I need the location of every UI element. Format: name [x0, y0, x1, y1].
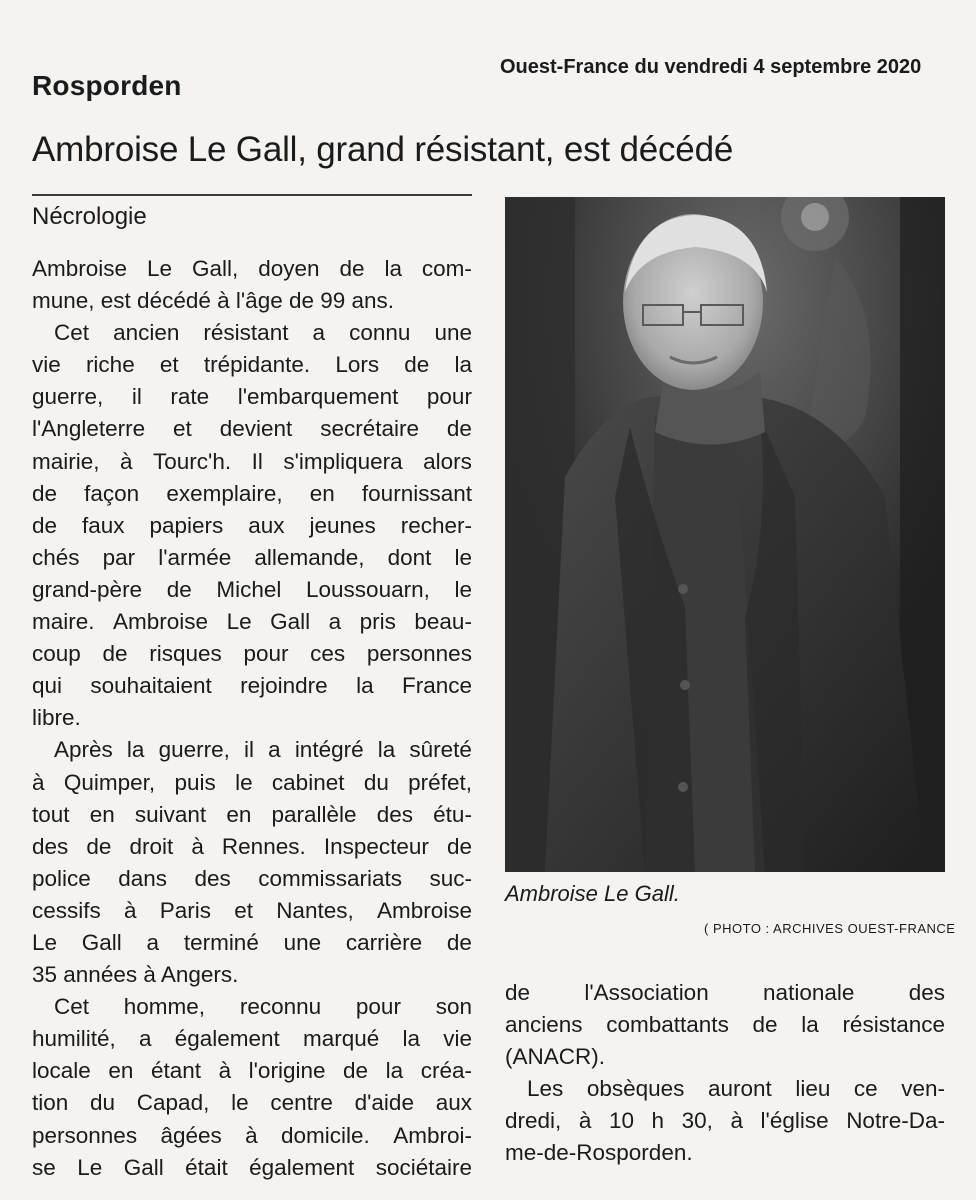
text-line: 35 années à Angers.: [32, 962, 239, 988]
text-line: (ANACR).: [505, 1044, 605, 1070]
publication-source: Ouest-France du vendredi 4 septembre 2020: [500, 56, 922, 78]
text-line: guerre, il rate l'embarquement pour: [32, 384, 472, 410]
text-line: dredi, à 10 h 30, à l'église Notre-Da-: [505, 1108, 945, 1134]
text-line: Ambroise Le Gall, doyen de la com-: [32, 256, 472, 281]
text-line: se Le Gall était également sociétaire: [32, 1154, 472, 1180]
text-line: coup de risques pour ces personnes: [32, 641, 472, 667]
text-line: Après la guerre, il a intégré la sûreté: [54, 737, 472, 763]
text-line: mune, est décédé à l'âge de 99 ans.: [32, 288, 395, 314]
article-column-right: [505, 977, 945, 1170]
headline-rule: [32, 194, 472, 196]
text-line: mairie, à Tourc'h. Il s'impliquera alors: [32, 448, 472, 474]
text-line: anciens combattants de la résistance: [505, 1012, 945, 1038]
text-line: me-de-Rosporden.: [505, 1140, 693, 1166]
text-line: tion du Capad, le centre d'aide aux: [32, 1090, 472, 1116]
text-line: libre.: [32, 705, 81, 731]
article-headline: Ambroise Le Gall, grand résistant, est décédé: [32, 130, 734, 169]
text-line: chés par l'armée allemande, dont le: [32, 544, 472, 570]
text-line: humilité, a également marqué la vie: [32, 1026, 472, 1052]
text-line: tout en suivant en parallèle des étu-: [32, 801, 472, 827]
photo-caption: Ambroise Le Gall.: [505, 881, 680, 906]
text-line: à Quimper, puis le cabinet du préfet,: [32, 769, 472, 795]
text-line: locale en étant à l'origine de la créa-: [32, 1058, 472, 1084]
article-rubric: Nécrologie: [32, 203, 147, 230]
text-line: des de droit à Rennes. Inspecteur de: [32, 833, 472, 859]
text-line: l'Angleterre et devient secrétaire de: [32, 416, 472, 442]
text-line: cessifs à Paris et Nantes, Ambroise: [32, 897, 472, 923]
text-line: vie riche et trépidante. Lors de la: [32, 352, 472, 378]
text-line: de faux papiers aux jeunes recher-: [32, 512, 472, 538]
portrait-photo-image: [505, 197, 945, 872]
article-column-left: [32, 253, 472, 1184]
section-title: Rosporden: [32, 70, 182, 101]
text-line: personnes âgées à domicile. Ambroi-: [32, 1122, 472, 1148]
text-line: qui souhaitaient rejoindre la France: [32, 673, 472, 699]
text-line: Cet ancien résistant a connu une: [54, 320, 472, 346]
text-line: Cet homme, reconnu pour son: [54, 994, 472, 1020]
text-line: de l'Association nationale des: [505, 980, 945, 1005]
text-line: grand-père de Michel Loussouarn, le: [32, 576, 472, 602]
text-line: de façon exemplaire, en fournissant: [32, 480, 472, 506]
text-line: maire. Ambroise Le Gall a pris beau-: [32, 609, 472, 635]
text-line: police dans des commissariats suc-: [32, 865, 472, 891]
article-photo: [505, 197, 945, 872]
text-line: Les obsèques auront lieu ce ven-: [527, 1076, 945, 1102]
text-line: Le Gall a terminé une carrière de: [32, 929, 472, 955]
photo-credit: ( PHOTO : ARCHIVES OUEST-FRANCE: [704, 921, 956, 936]
